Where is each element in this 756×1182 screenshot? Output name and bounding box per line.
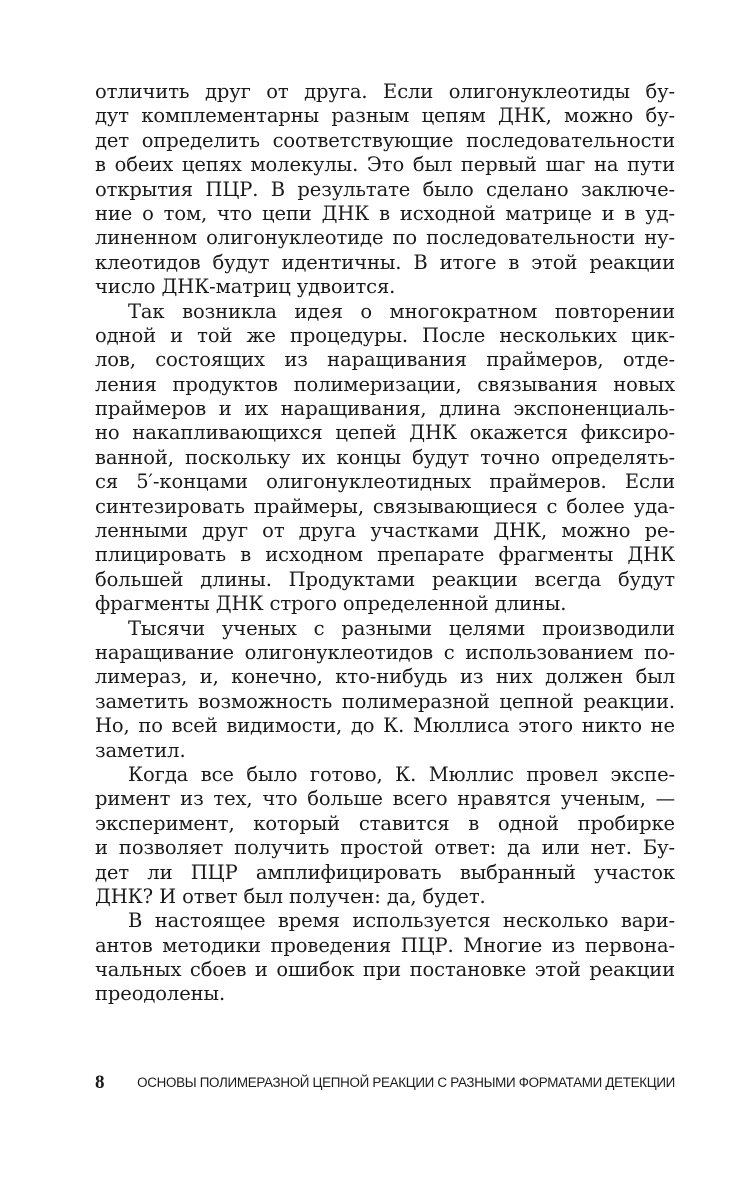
text-line: Когда все было готово, К. Мюллис провел экспе- <box>128 762 675 786</box>
text-line: ние о том, что цепи ДНК в исходной матрице и в уд- <box>95 201 675 225</box>
text-line: ления продуктов полимеризации, связывания новых <box>95 372 675 396</box>
text-line: линенном олигонуклеотиде по последовательности ну- <box>95 226 675 250</box>
text-line: одной и той же процедуры. После нескольких цик- <box>95 323 675 347</box>
text-line: отличить друг от друга. Если олигонуклеотиды бу- <box>95 80 675 103</box>
text-line: число ДНК-матриц удвоится. <box>95 275 396 299</box>
text-line: и позволяет получить простой ответ: да или нет. Бу- <box>95 836 675 860</box>
text-line: В настоящее время используется несколько вари- <box>128 909 675 933</box>
text-line: наращивание олигонуклеотидов с использованием по- <box>95 640 675 664</box>
running-title: ОСНОВЫ ПОЛИМЕРАЗНОЙ ЦЕПНОЙ РЕАКЦИИ С РАЗНЫМИ ФОРМАТАМИ ДЕТЕКЦИИ <box>137 1075 675 1090</box>
text-line: праймеров и их наращивания, длина экспоненциаль- <box>95 397 675 421</box>
text-line: Тысячи ученых с разными целями производили <box>128 616 675 640</box>
text-line: фрагменты ДНК строго определенной длины. <box>95 592 567 616</box>
text-line: лов, состоящих из наращивания праймеров, отде- <box>95 348 675 372</box>
page-body <box>95 80 675 1007</box>
text-line: клеотидов будут идентичны. В итоге в этой реакции <box>95 250 675 274</box>
text-line: антов методики проведения ПЦР. Многие из первона- <box>95 933 675 957</box>
text-line: Так возникла идея о многократном повторении <box>128 299 675 323</box>
text-line: открытия ПЦР. В результате было сделано заключе- <box>95 177 675 201</box>
text-line: Но, по всей видимости, до К. Мюллиса этого никто не <box>95 714 675 738</box>
text-line: преодолены. <box>95 982 226 1006</box>
text-line: эксперимент, который ставится в одной пробирке <box>95 811 675 835</box>
text-line: ванной, поскольку их концы будут точно определять- <box>95 445 675 469</box>
text-line: в обеих цепях молекулы. Это был первый шаг на пути <box>95 153 675 177</box>
text-line: римент из тех, что больше всего нравятся ученым, — <box>95 787 675 811</box>
text-line: ся 5′-концами олигонуклеотидных праймеров. Если <box>95 470 675 494</box>
text-line: лимераз, и, конечно, кто-нибудь из них должен был <box>95 665 675 689</box>
text-line: ленными друг от друга участками ДНК, можно ре- <box>95 519 675 543</box>
page-number: 8 <box>95 1072 105 1093</box>
text-line: заметил. <box>95 738 186 762</box>
text-line: большей длины. Продуктами реакции всегда будут <box>95 567 675 591</box>
text-line: заметить возможность полимеразной цепной реакции. <box>95 689 675 713</box>
text-line: дет ли ПЦР амплифицировать выбранный участок <box>95 860 675 884</box>
text-line: синтезировать праймеры, связывающиеся с более уда- <box>95 494 675 518</box>
text-line: плицировать в исходном препарате фрагменты ДНК <box>95 543 675 567</box>
text-line: дут комплементарны разным цепям ДНК, можно бу- <box>95 104 675 128</box>
text-line: но накапливающихся цепей ДНК окажется фиксиро- <box>95 421 675 445</box>
text-line: дет определить соответствующие последовательности <box>95 128 675 152</box>
text-line: ДНК? И ответ был получен: да, будет. <box>95 884 486 908</box>
body-text <box>95 80 675 1007</box>
page-footer <box>95 1070 675 1096</box>
text-line: чальных сбоев и ошибок при постановке этой реакции <box>95 958 675 982</box>
